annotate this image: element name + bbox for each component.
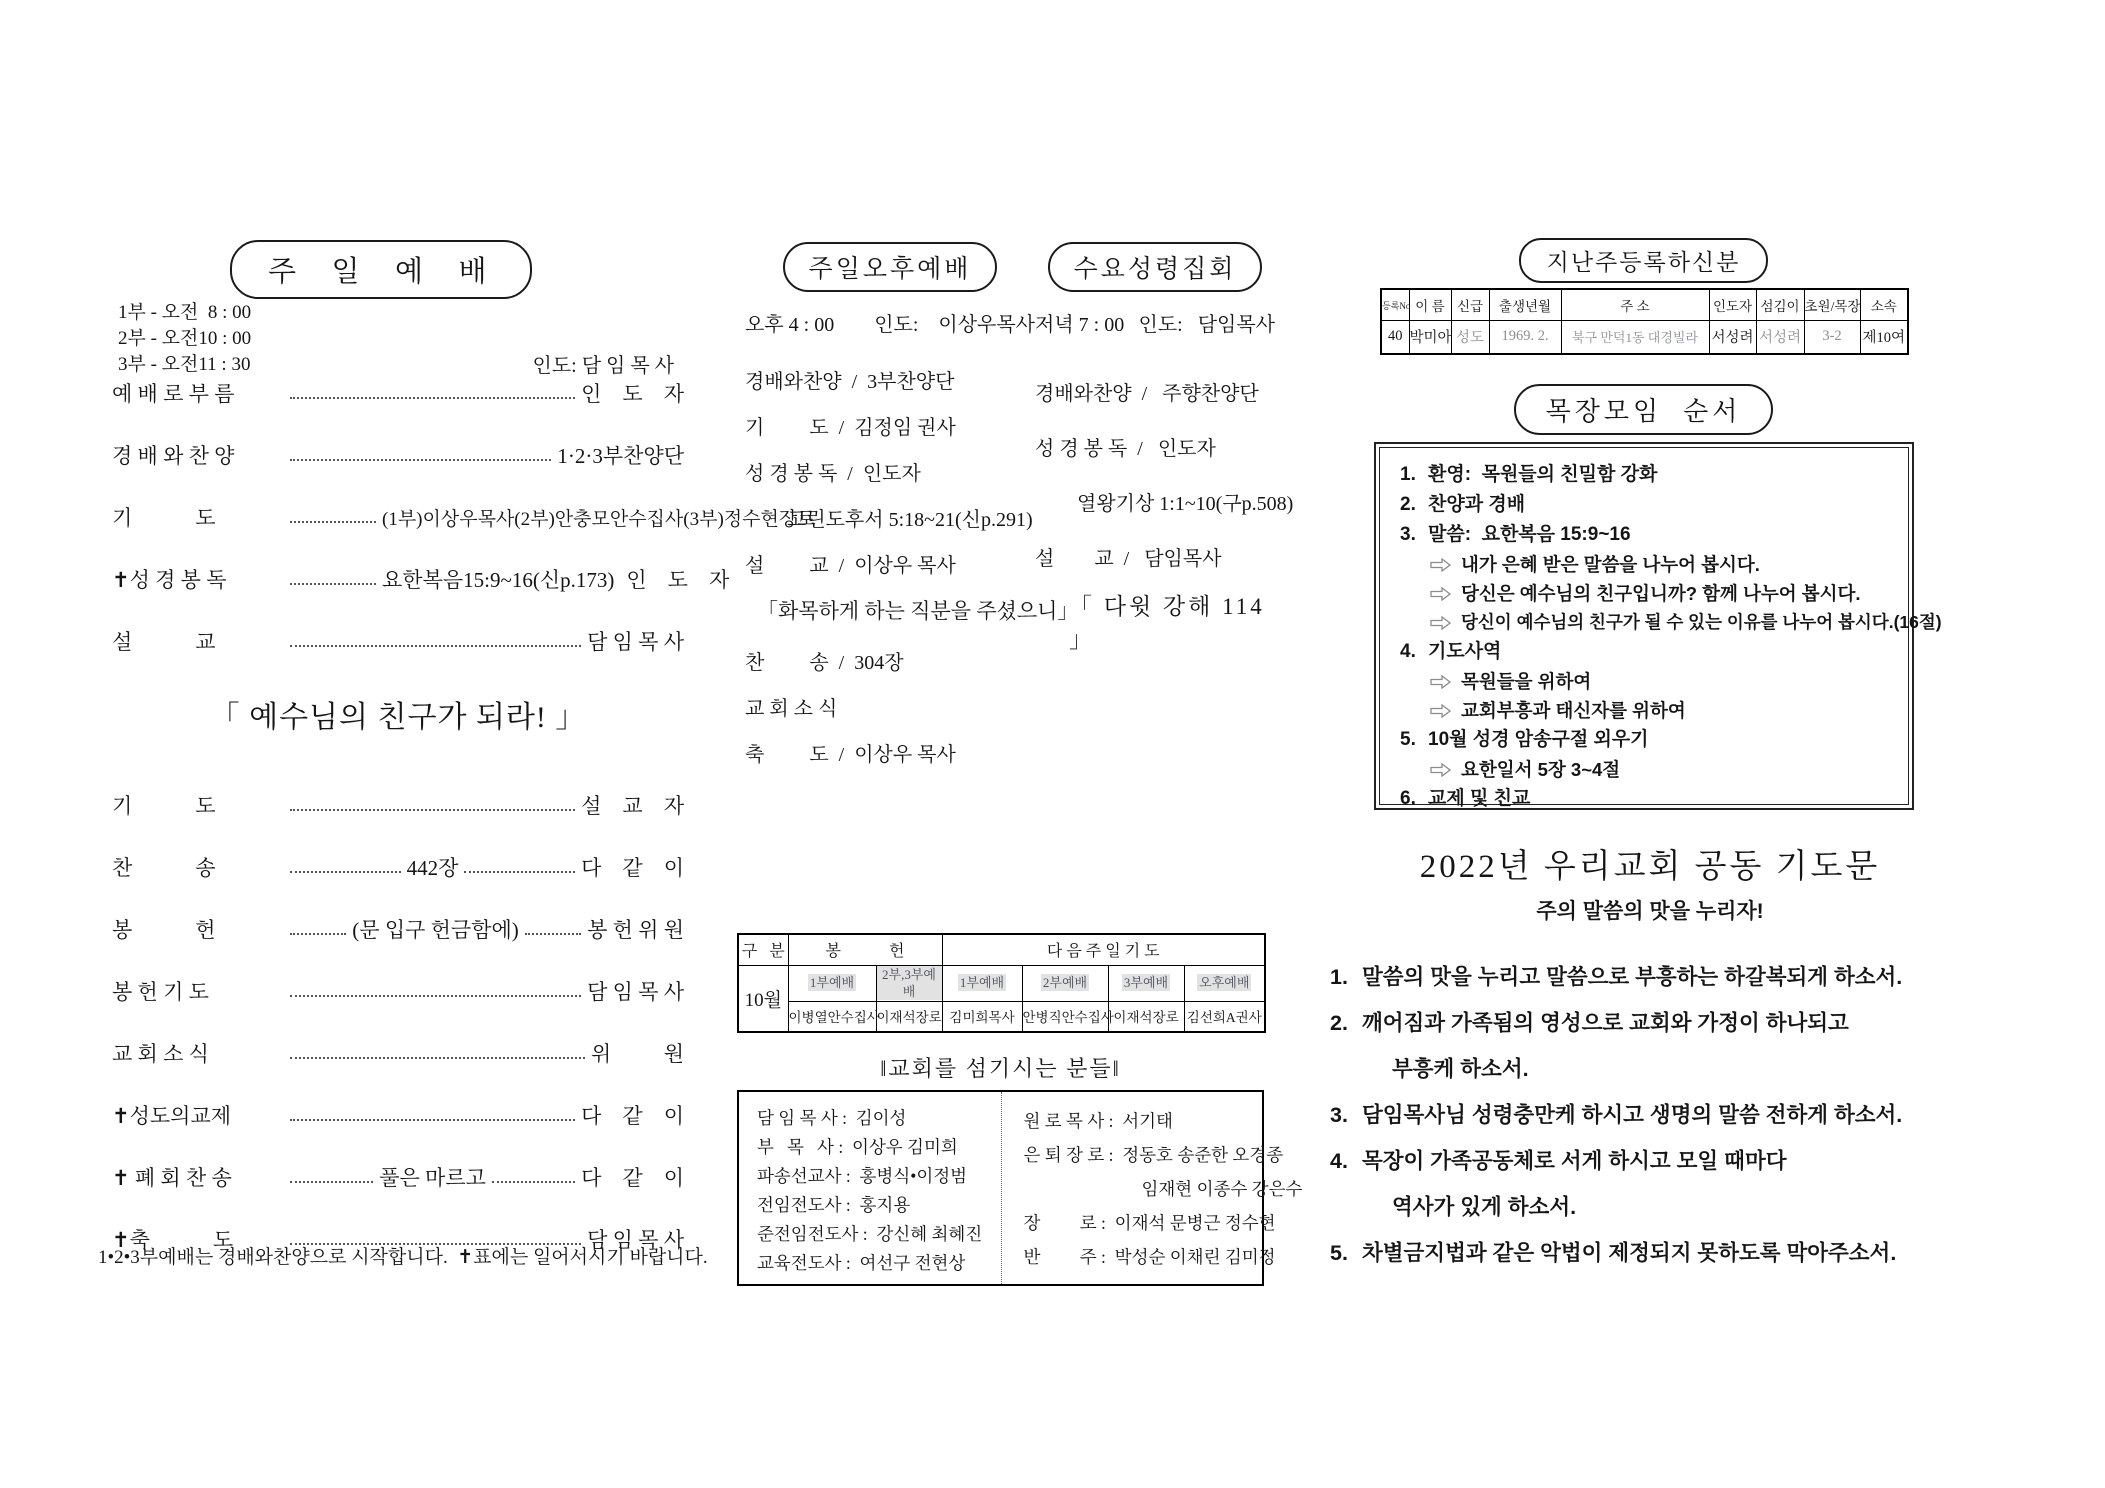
order-right: 다 같 이	[581, 1104, 684, 1128]
mokjang-item	[1400, 788, 1894, 810]
wednesday-scripture: 열왕기상 1:1~10(구p.508)	[1077, 493, 1294, 515]
prayer-subtitle: 주의 말씀의 맛을 누리자!	[1536, 900, 1764, 923]
reg-header-guide: 인도자	[1709, 289, 1756, 320]
subitem-text: 목원들을 위하여	[1461, 671, 1592, 692]
afternoon-leader: 인도: 이상우목사	[874, 314, 1035, 336]
duty-group-offering: 봉 헌	[788, 934, 942, 965]
dot-leader	[290, 521, 376, 523]
item-number: 3.	[1330, 1103, 1348, 1127]
wednesday-time: 저녁 7 : 00	[1035, 314, 1125, 336]
order-center: 442장	[406, 856, 459, 880]
reg-birth: 1969. 2.	[1489, 320, 1561, 354]
dot-leader	[492, 1181, 575, 1183]
prayer-text: 부흥케 하소서.	[1392, 1057, 1529, 1081]
order-label: ✝ 폐 회 찬 송	[112, 1166, 232, 1190]
wednesday-time-row	[1035, 308, 1275, 337]
prayer-item	[1330, 1149, 1970, 1173]
afternoon-line: 기 도 / 김정임 권사	[745, 417, 956, 439]
afternoon-line: 축 도 / 이상우 목사	[745, 744, 956, 766]
mokjang-item	[1400, 494, 1894, 516]
dot-leader	[290, 933, 346, 935]
reg-header-belong: 소속	[1860, 289, 1908, 320]
reg-header-name: 이 름	[1409, 289, 1451, 320]
servants-right-column	[1001, 1092, 1303, 1284]
reg-grade: 성도	[1451, 320, 1489, 354]
item-number: 3.	[1400, 524, 1416, 545]
registration-title: 지난주등록하신분	[1519, 238, 1769, 283]
service-time-3: 3부 - 오전11 : 30	[118, 354, 251, 375]
servants-box	[737, 1090, 1303, 1286]
duty-subheader: 1부예배	[809, 975, 855, 990]
prayer-item	[1330, 965, 1970, 989]
order-center: 요한복음15:9~16(신p.173)	[382, 568, 615, 592]
item-number: 4.	[1400, 641, 1416, 662]
order-row	[112, 506, 816, 530]
reg-header-carer: 섬김이	[1756, 289, 1804, 320]
servant-line: 파송선교사 : 홍병식•이정범	[757, 1166, 968, 1186]
dot-leader	[290, 459, 551, 461]
order-label: 봉 헌 기 도	[112, 980, 209, 1004]
dot-leader	[290, 397, 575, 399]
afternoon-service-title: 주일오후예배	[783, 242, 998, 292]
item-number: 5.	[1400, 729, 1416, 750]
mokjang-subitem	[1430, 700, 1894, 721]
prayer-item-continued	[1330, 1057, 1970, 1081]
afternoon-line: 성 경 봉 독 / 인도자	[745, 463, 921, 485]
prayer-text: 역사가 있게 하소서.	[1392, 1195, 1577, 1219]
servant-line: 교육전도사 : 여선구 전현상	[757, 1253, 966, 1273]
item-text: 10월 성경 암송구절 외우기	[1428, 729, 1649, 750]
arrow-right-icon	[1430, 704, 1451, 718]
duty-subheader: 2부예배	[1042, 975, 1088, 990]
duty-subheader: 2부,3부예배	[877, 966, 942, 1000]
mokjang-subitem	[1430, 554, 1894, 575]
order-label: ✝성 경 봉 독	[112, 568, 227, 592]
order-value: (1부)이상우목사(2부)안충모안수집사(3부)정수현장로	[382, 508, 816, 530]
prayer-text: 말씀의 맛을 누리고 말씀으로 부흥하는 하갈복되게 하소서.	[1362, 965, 1903, 989]
order-label: 기 도	[112, 794, 216, 818]
dot-leader	[290, 1057, 585, 1059]
afternoon-service-section	[745, 242, 1079, 784]
prayer-text: 깨어짐과 가족됨의 영성으로 교회와 가정이 하나되고	[1362, 1011, 1849, 1035]
wednesday-sermon-title: 「 다윗 강해 114 」	[1069, 594, 1265, 652]
order-row	[112, 1104, 684, 1126]
servant-line: 장 로 : 이재석 문병근 정수현	[1023, 1213, 1276, 1233]
order-label: 설 교	[112, 630, 216, 654]
order-row	[112, 1166, 684, 1188]
order-row	[112, 630, 684, 652]
reg-header-group: 초원/목장	[1804, 289, 1860, 320]
order-right: 봉 헌 위 원	[587, 918, 684, 942]
duty-col-header: 구 분	[738, 934, 788, 965]
dot-leader	[290, 583, 376, 585]
order-row	[112, 918, 684, 940]
servants-left-column	[739, 1092, 1001, 1284]
duty-group-nextweek: 다 음 주 일 기 도	[942, 934, 1265, 965]
reg-header-no: 등록No	[1382, 300, 1411, 311]
order-label: 찬 송	[112, 856, 216, 880]
order-row	[112, 382, 684, 404]
prayer-text: 목장이 가족공동체로 서게 하시고 모일 때마다	[1362, 1149, 1787, 1173]
wednesday-meeting-title: 수요성령집회	[1048, 242, 1263, 292]
prayer-item	[1330, 1241, 1970, 1265]
dot-leader	[290, 871, 401, 873]
item-number: 1.	[1400, 464, 1416, 485]
mokjang-subitem	[1430, 671, 1894, 692]
prayer-text: 차별금지법과 같은 악법이 제정되지 못하도록 막아주소서.	[1362, 1241, 1897, 1265]
order-right: 설 교 자	[581, 794, 684, 818]
wednesday-line: 경배와찬양 / 주향찬양단	[1035, 383, 1259, 405]
mokjang-subitem	[1430, 612, 1942, 633]
item-text: 말씀: 요한복음 15:9~16	[1428, 524, 1631, 545]
mokjang-subitem	[1430, 583, 1894, 604]
mokjang-section-header	[1380, 384, 1907, 435]
sunday-footnote: 1•2•3부예배는 경배와찬양으로 시작합니다. ✝표에는 일어서시기 바랍니다.	[98, 1247, 708, 1268]
sunday-leader: 인도: 담 임 목 사	[532, 355, 674, 377]
prayer-item-continued	[1330, 1195, 1970, 1219]
mokjang-box	[1374, 442, 1942, 810]
order-right: 인 도 자	[581, 382, 684, 406]
sunday-times-block	[118, 300, 680, 378]
reg-header-grade: 신급	[1451, 289, 1489, 320]
afternoon-line: 교 회 소 식	[745, 698, 838, 720]
order-row	[112, 568, 730, 592]
item-number: 2.	[1330, 1011, 1348, 1035]
servant-line: 원 로 목 사 : 서기태	[1023, 1111, 1173, 1131]
registration-row	[1381, 320, 1908, 354]
dot-leader	[290, 1181, 373, 1183]
item-number: 1.	[1330, 965, 1348, 989]
sermon-title: 「 예수님의 친구가 되라! 」	[209, 701, 587, 734]
servant-line: 준전임전도사 : 강신혜 최혜진	[757, 1224, 983, 1244]
subitem-text: 요한일서 5장 3~4절	[1461, 759, 1621, 780]
item-number: 5.	[1330, 1241, 1348, 1265]
order-label: ✝성도의교제	[112, 1104, 232, 1128]
order-label: 예 배 로 부 름	[112, 382, 235, 406]
mokjang-subitem	[1430, 759, 1894, 780]
order-right: 담 임 목 사	[587, 980, 684, 1004]
reg-guide: 서성려	[1709, 320, 1756, 354]
order-center: (문 입구 헌금함에)	[352, 918, 519, 942]
reg-header-address: 주 소	[1561, 289, 1709, 320]
duty-name: 안병직안수집사	[1022, 1001, 1108, 1032]
reg-header-birth: 출생년월	[1489, 289, 1561, 320]
item-text: 교제 및 친교	[1428, 788, 1531, 809]
order-right: 다 같 이	[581, 1166, 685, 1190]
duty-subheader: 오후예배	[1199, 975, 1250, 990]
mokjang-item	[1400, 464, 1894, 486]
item-number: 4.	[1330, 1149, 1348, 1173]
offering-prayer-duty-table	[737, 933, 1266, 1033]
servant-line: 반 주 : 박성순 이채린 김미정	[1023, 1247, 1276, 1267]
arrow-right-icon	[1430, 587, 1451, 601]
servant-line: 담 임 목 사 : 김이성	[757, 1108, 907, 1128]
order-right: 위 원	[590, 1042, 684, 1066]
dot-leader	[290, 645, 581, 647]
duty-name: 김미희목사	[942, 1001, 1022, 1032]
item-text: 찬양과 경배	[1428, 494, 1526, 515]
order-label: 교 회 소 식	[112, 1042, 209, 1066]
servant-line: 부 목 사 : 이상우 김미희	[757, 1137, 958, 1157]
service-time-2: 2부 - 오전10 : 00	[118, 328, 252, 349]
duty-subheader: 3부예배	[1123, 975, 1169, 990]
servants-heading: ‖교회를 섬기시는 분들‖	[880, 1056, 1121, 1081]
order-right: 1·2·3부찬양단	[557, 444, 684, 468]
order-right: 담 임 목 사	[587, 1228, 684, 1252]
servant-line: 전임전도사 : 홍지용	[757, 1195, 911, 1215]
order-label: ✝축 도	[112, 1228, 234, 1252]
sunday-worship-title: 주 일 예 배	[230, 240, 532, 299]
afternoon-line: 찬 송 / 304장	[745, 652, 904, 674]
wednesday-line: 성 경 봉 독 / 인도자	[1035, 438, 1216, 460]
prayer-title: 2022년 우리교회 공동 기도문	[1419, 849, 1881, 885]
afternoon-line: 경배와찬양 / 3부찬양단	[745, 371, 955, 393]
mokjang-item	[1400, 524, 1894, 546]
servant-line-continued: 임재현 이종수 강은수	[1141, 1179, 1303, 1199]
subitem-text: 당신이 예수님의 친구가 될 수 있는 이유를 나누어 봅시다.(16절)	[1461, 612, 1942, 632]
order-row	[112, 856, 684, 878]
order-right: 다 같 이	[581, 856, 684, 880]
dot-leader	[464, 871, 575, 873]
arrow-right-icon	[1430, 616, 1451, 630]
reg-group: 3-2	[1804, 320, 1860, 354]
order-row	[112, 980, 684, 1002]
subitem-text: 교회부흥과 태신자를 위하여	[1461, 700, 1686, 721]
prayer-text: 담임목사님 성령충만케 하시고 생명의 말씀 전하게 하소서.	[1362, 1103, 1903, 1127]
reg-carer: 서성려	[1756, 320, 1804, 354]
afternoon-time: 오후 4 : 00	[745, 314, 835, 336]
item-text: 기도사역	[1428, 641, 1502, 662]
arrow-right-icon	[1430, 558, 1451, 572]
order-right: 담 임 목 사	[587, 630, 684, 654]
arrow-right-icon	[1430, 763, 1451, 777]
order-center: 풀은 마르고	[379, 1166, 486, 1190]
common-prayer-section	[1330, 840, 1970, 1287]
duty-name: 이재석장로	[876, 1001, 942, 1032]
servant-line: 은 퇴 장 로 : 정동호 송준한 오경종	[1023, 1145, 1284, 1165]
duty-name: 이병열안수집사	[788, 1001, 876, 1032]
order-label: 봉 헌	[112, 918, 216, 942]
prayer-list	[1330, 965, 1970, 1265]
arrow-right-icon	[1430, 675, 1451, 689]
prayer-item	[1330, 1103, 1970, 1127]
item-number: 6.	[1400, 788, 1416, 809]
order-label: 경 배 와 찬 양	[112, 444, 235, 468]
afternoon-scripture: 고린도후서 5:18~21(신p.291)	[787, 509, 1033, 531]
duty-name: 김선희A권사	[1184, 1001, 1265, 1032]
item-text: 환영: 목원들의 친밀함 강화	[1428, 464, 1658, 485]
dot-leader	[290, 1119, 575, 1121]
sunday-worship-section-header	[230, 240, 560, 299]
order-row	[112, 1042, 684, 1064]
order-label: 기 도	[112, 506, 216, 530]
registration-section-header	[1380, 238, 1907, 283]
reg-belong: 제10여	[1860, 320, 1908, 354]
dot-leader	[290, 809, 575, 811]
reg-address: 북구 만덕1동 대경빌라	[1561, 320, 1709, 354]
mokjang-item	[1400, 729, 1894, 751]
afternoon-sermon-title: 「화목하게 하는 직분을 주셨으니」	[757, 599, 1079, 623]
registration-table	[1380, 288, 1909, 355]
prayer-item	[1330, 1011, 1970, 1035]
order-right: 인 도 자	[626, 568, 730, 592]
mokjang-item	[1400, 641, 1894, 663]
subitem-text: 내가 은혜 받은 말씀을 나누어 봅시다.	[1461, 554, 1760, 575]
order-row	[112, 794, 684, 816]
dot-leader	[290, 995, 581, 997]
afternoon-time-row	[745, 308, 1035, 337]
afternoon-line: 설 교 / 이상우 목사	[745, 555, 956, 577]
mokjang-title: 목장모임 순서	[1514, 384, 1774, 435]
service-time-1: 1부 - 오전 8 : 00	[118, 302, 252, 323]
item-number: 2.	[1400, 494, 1416, 515]
dot-leader	[525, 933, 581, 935]
order-row	[112, 444, 684, 466]
duty-subheader: 1부예배	[959, 975, 1005, 990]
duty-month: 10월	[738, 965, 788, 1032]
reg-name: 박미아	[1409, 320, 1451, 354]
duty-name: 이재석장로	[1108, 1001, 1184, 1032]
reg-no: 40	[1381, 320, 1409, 354]
subitem-text: 당신은 예수님의 친구입니까? 함께 나누어 봅시다.	[1461, 583, 1861, 604]
wednesday-meeting-section	[1035, 242, 1294, 654]
wednesday-leader: 인도: 담임목사	[1138, 314, 1275, 336]
wednesday-line: 설 교 / 담임목사	[1035, 548, 1222, 570]
